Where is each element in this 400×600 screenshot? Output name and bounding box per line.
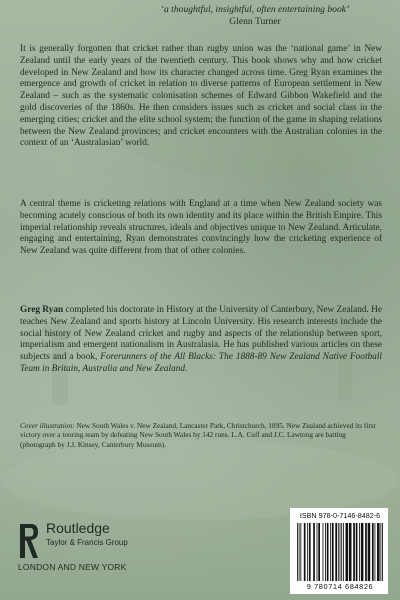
- author-bio: [20, 305, 382, 376]
- cover-illustration-label: Cover illustration:: [20, 421, 75, 430]
- barcode-bar: [365, 523, 367, 581]
- barcode-bar: [317, 523, 318, 581]
- barcode-bar: [349, 523, 352, 581]
- barcode-digits: 9 780714 684826: [306, 582, 374, 591]
- author-name: Greg Ryan: [20, 305, 64, 315]
- barcode-bar: [313, 523, 315, 581]
- barcode-bar: [340, 523, 341, 581]
- quote-attribution: Glenn Turner: [229, 16, 281, 27]
- barcode-bar: [332, 523, 334, 581]
- barcode-bar: [368, 523, 371, 581]
- review-quote: [0, 4, 400, 28]
- publisher-cities: LONDON AND NEW YORK: [18, 562, 127, 572]
- barcode-bar: [341, 523, 342, 581]
- publisher-group: Taylor & Francis Group: [46, 538, 128, 547]
- barcode-bar: [382, 523, 383, 581]
- barcode-bar: [327, 523, 329, 581]
- barcode: [290, 508, 388, 594]
- barcode-bar: [353, 523, 355, 581]
- routledge-r-icon: [18, 522, 40, 562]
- quote-text: ‘a thoughtful, insightful, often entertaining book’: [160, 4, 350, 15]
- barcode-bar: [377, 523, 380, 581]
- barcode-bar: [346, 523, 349, 581]
- barcode-bar: [323, 523, 324, 581]
- barcode-bar: [309, 523, 311, 581]
- isbn-number: ISBN 978-0-7146-8482-6: [299, 511, 381, 520]
- blurb-paragraph-2: A central theme is cricketing relations with England at a time when New Zealand society was becoming acutely conscious of both its own identity and its place within the British Empire. This imperial relationship reveals structures, ideals and objectives unique to New Zealand. Articulate, engaging and entertaining, Ryan demonstrates convincingly how the cricketing experience of New Zealand was quite different from that of other colonies.: [20, 199, 382, 257]
- cover-illustration-text: New South Wales v. New Zealand, Lancaster Park, Christchurch, 1895. New Zealand achieved its first victory over a touring team by defeating New South Wales by 142 runs. L.A. Cuff and J.C. Lawtong are batting (photograph by J.J. Kinsey, Canterbury Museum).: [20, 421, 376, 449]
- barcode-bar: [299, 523, 300, 581]
- barcode-bars: [295, 523, 385, 581]
- barcode-bar: [356, 523, 358, 581]
- barcode-bar: [359, 523, 360, 581]
- barcode-bar: [325, 523, 326, 581]
- author-bio-text: completed his doctorate in History at the University of Canterbury, New Zealand. He teaches New Zealand and sports history at Lincoln University. His research interests include the social history of New Zealand cricket and rugby and aspects of the relationship between sport, imperialism and emergent nationalism in Australasia. He has published various articles on these subjects and a book,: [20, 305, 382, 363]
- barcode-bar: [343, 523, 344, 581]
- barcode-bar: [335, 523, 337, 581]
- barcode-bar: [318, 523, 320, 581]
- barcode-bar: [307, 523, 308, 581]
- barcode-bar: [361, 523, 364, 581]
- barcode-bar: [380, 523, 381, 581]
- publisher-name: Routledge: [46, 520, 110, 536]
- barcode-bar: [338, 523, 339, 581]
- cover-illustration-credit: [20, 421, 382, 449]
- barcode-bar: [297, 523, 298, 581]
- barcode-bar: [330, 523, 331, 581]
- author-book-title: Forerunners of the All Blacks: The 1888-89 New Zealand Native Football Team in Britain, Australia and New Zealand.: [20, 352, 382, 374]
- barcode-bar: [300, 523, 301, 581]
- blurb-paragraph-1: It is generally forgotten that cricket rather than rugby union was the ‘national game’ in New Zealand until the early years of the twentieth century. This book shows why and how cricket developed in New Zealand and how its character changed across time. Greg Ryan examines the emergence and growth of cricket in relation to diverse patterns of European settlement in New Zealand – such as the systematic colonisation schemes of Edward Gibbon Wakefield and the gold discoveries of the 1860s. He then considers issues such as cricket and social class in the emerging cities; cricket and the elite school system; the function of the game in shaping relations between the New Zealand provinces; and cricket encounters with the Australian colonies in the context of an ‘Australasian’ world.: [20, 44, 382, 149]
- barcode-bar: [372, 523, 374, 581]
- publisher-logo: [18, 520, 188, 576]
- barcode-bar: [374, 523, 375, 581]
- barcode-bar: [304, 523, 306, 581]
